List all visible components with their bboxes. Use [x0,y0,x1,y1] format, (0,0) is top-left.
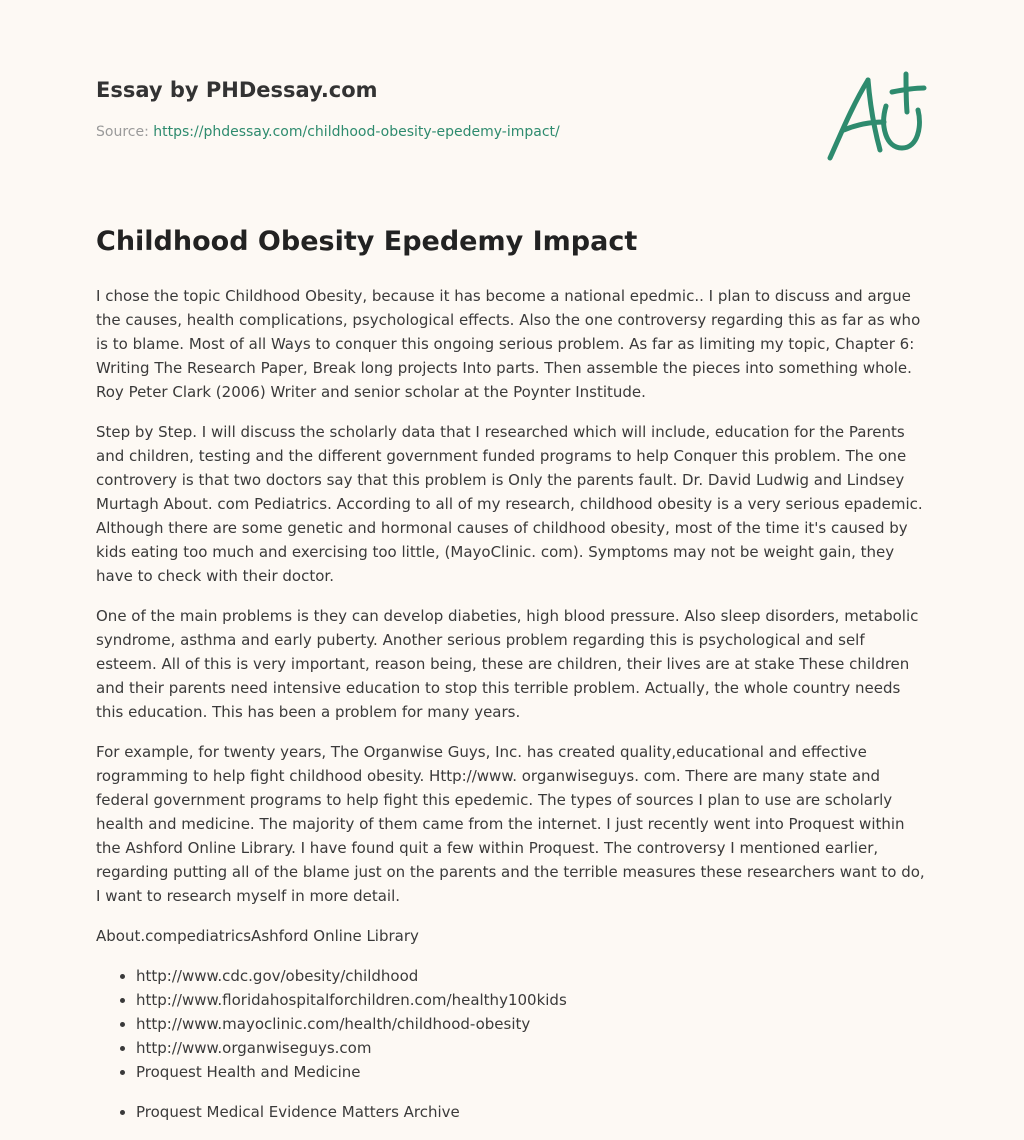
essay-paragraph-2: Step by Step. I will discuss the scholarly data that I researched which will include, education for the Parents and children, testing and the different government funded programs to help Conquer this problem. The one controvery is that two doctors say that this problem is Only the parents fault. Dr. David Ludwig and Lindsey Murtagh About. com Pediatrics. According to all of my research, childhood obesity is a very serious epademic. Although there are some genetic and hormonal causes of childhood obesity, most of the time it's caused by kids eating too much and exercising too little, (MayoClinic. com). Symptoms may not be weight gain, they have to check with their doctor. [96,423,923,585]
reference-list-more [96,1100,926,1124]
page-header [96,76,936,142]
reference-item: • Proquest Health and Medicine [136,1060,926,1084]
source-link[interactable]: https://phdessay.com/childhood-obesity-epedemy-impact/ [153,124,560,140]
reference-item: • Proquest Medical Evidence Matters Archive [136,1100,926,1124]
reference-item: • http://www.mayoclinic.com/health/childhood-obesity [136,1012,926,1036]
essay-content [96,222,926,1124]
sources-line: About.compediatricsAshford Online Library [96,927,419,945]
site-title: Essay by PHDessay.com [96,78,378,102]
source-label: Source: [96,124,149,140]
a-plus-logo-icon [822,66,930,166]
reference-list [96,964,926,1084]
essay-paragraph-1: I chose the topic Childhood Obesity, because it has become a national epedmic.. I plan to discuss and argue the causes, health complications, psychological effects. Also the one controversy regarding this as far as who is to blame. Most of all Ways to conquer this ongoing serious problem. As far as limiting my topic, Chapter 6: Writing The Research Paper, Break long projects Into parts. Then assemble the pieces into something whole. Roy Peter Clark (2006) Writer and senior scholar at the Poynter Institude. [96,287,921,401]
source-line [96,122,936,142]
reference-item: • http://www.floridahospitalforchildren.com/healthy100kids [136,988,926,1012]
essay-paragraph-3: One of the main problems is they can develop diabeties, high blood pressure. Also sleep disorders, metabolic syndrome, asthma and early puberty. Another serious problem regarding this is psychological and self esteem. All of this is very important, reason being, these are children, their lives are at stake These children and their parents need intensive education to stop this terrible problem. Actually, the whole country needs this education. This has been a problem for many years. [96,607,919,721]
reference-item: • http://www.cdc.gov/obesity/childhood [136,964,926,988]
essay-title: Childhood Obesity Epedemy Impact [96,226,638,257]
essay-paragraph-4: For example, for twenty years, The Organwise Guys, Inc. has created quality,educational and effective rogramming to help fight childhood obesity. Http://www. organwiseguys. com. There are many state and federal government programs to help fight this epedemic. The types of sources I plan to use are scholarly health and medicine. The majority of them came from the internet. I just recently went into Proquest within the Ashford Online Library. I have found quit a few within Proquest. The controversy I mentioned earlier, regarding putting all of the blame just on the parents and the terrible measures these researchers want to do, I want to research myself in more detail. [96,743,925,905]
reference-item: • http://www.organwiseguys.com [136,1036,926,1060]
